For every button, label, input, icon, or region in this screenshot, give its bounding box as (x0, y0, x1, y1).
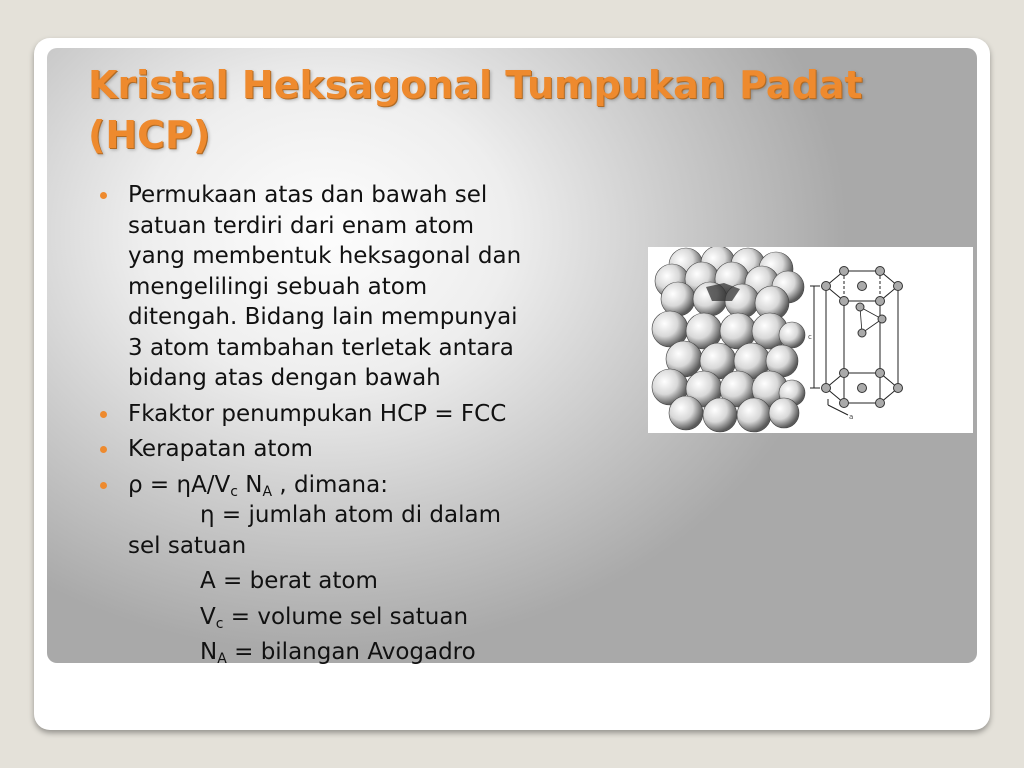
slide-title (88, 60, 968, 160)
formula-part: , dimana: (272, 471, 388, 498)
bullet-item-density (100, 434, 620, 465)
definition-eta-cont: sel satuan (128, 532, 247, 559)
bullet-dot-icon (100, 482, 107, 489)
definition-text: = volume sel satuan (223, 603, 469, 630)
bullet-line: bidang atas dengan bawah (128, 365, 441, 391)
definition-a: A = berat atom (200, 568, 378, 594)
bullet-text: Kerapatan atom (128, 436, 313, 462)
hcp-illustration (648, 247, 973, 433)
formula-part: ρ = ηA/V (128, 471, 231, 498)
bullet-line: 3 atom tambahan terletak antara (128, 334, 514, 361)
symbol-subscript: A (217, 651, 227, 667)
hcp-unit-cell-wireframe (810, 271, 898, 415)
symbol-subscript: c (215, 615, 224, 632)
formula-part: N (238, 471, 263, 498)
formula-subscript: A (262, 483, 273, 500)
bullet-line: yang membentuk heksagonal dan (128, 243, 522, 269)
definition-eta: η = jumlah atom di dalam (200, 502, 501, 528)
bullet-dot-icon (100, 192, 107, 199)
hcp-figure (648, 247, 973, 433)
hcp-lattice-atoms (822, 267, 903, 408)
symbol: V (200, 603, 216, 630)
bullet-dot-icon (100, 411, 107, 418)
bullet-text: Fkaktor penumpukan HCP = FCC (128, 400, 507, 427)
definition-vc (100, 602, 620, 633)
hcp-sphere-stack (652, 247, 805, 432)
bullet-line: satuan terdiri dari enam atom (128, 212, 474, 239)
definition-text: = bilangan Avogadro (226, 639, 476, 665)
title-line-2: (HCP) (88, 113, 211, 157)
bullet-line: mengelilingi sebuah atom (128, 273, 428, 300)
bullet-item-hcp-description (100, 180, 620, 394)
formula-subscript: c (230, 483, 238, 500)
dimension-c-label: c (808, 333, 812, 341)
definition-na (100, 637, 620, 668)
bullet-line: Permukaan atas dan bawah sel (128, 182, 488, 208)
bullet-item-packing-factor (100, 399, 620, 430)
bullet-item-formula (100, 470, 620, 501)
dimension-a-label: a (849, 413, 854, 421)
bullet-line: ditengah. Bidang lain mempunyai (128, 304, 518, 330)
title-line-1: Kristal Heksagonal Tumpukan Padat (88, 63, 863, 107)
density-formula (128, 470, 620, 501)
bullet-dot-icon (100, 446, 107, 453)
symbol: N (200, 639, 218, 665)
slide-body (100, 180, 620, 668)
